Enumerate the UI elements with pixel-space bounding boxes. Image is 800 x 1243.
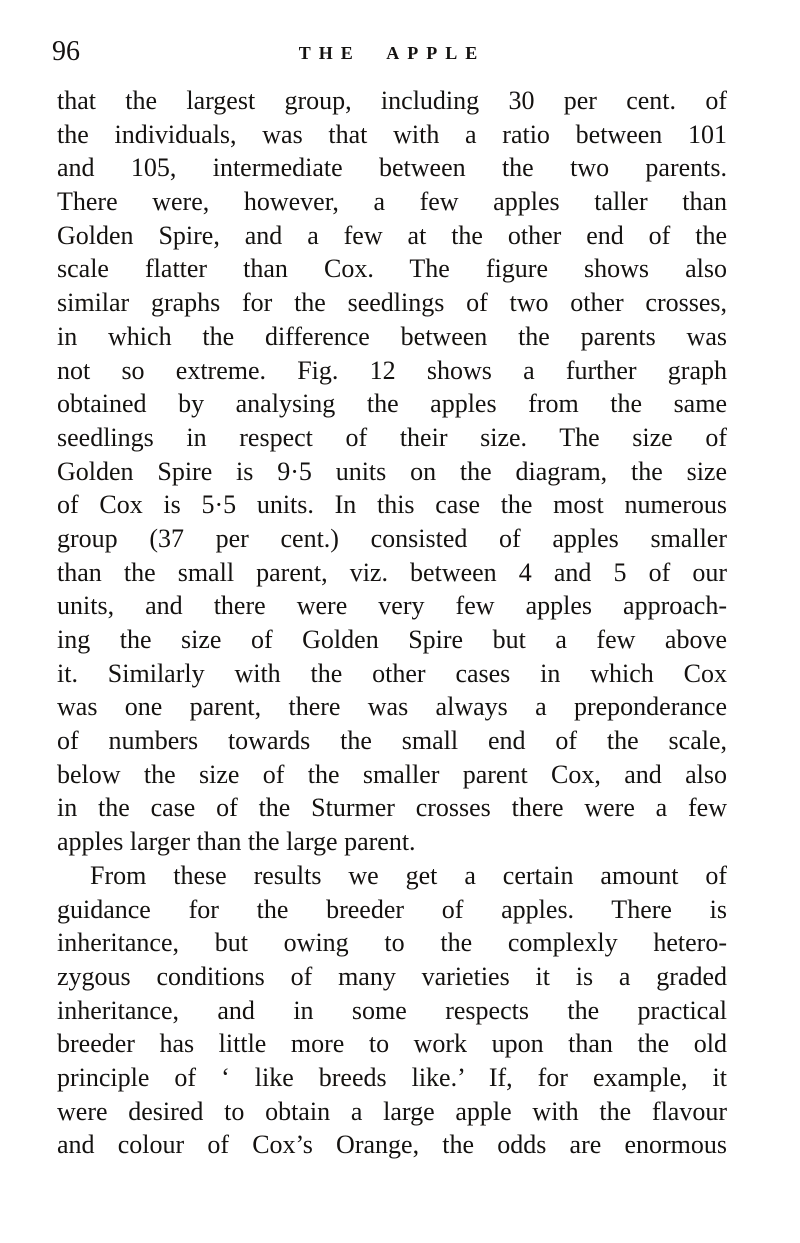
- text-line: Golden Spire, and a few at the other end of the: [57, 220, 727, 250]
- running-title: THE APPLE: [298, 43, 486, 63]
- text-line: it. Similarly with the other cases in which Cox: [57, 658, 727, 688]
- text-line: inheritance, but owing to the complexly hetero-: [57, 928, 727, 958]
- text-line: and 105, intermediate between the two parents.: [57, 153, 727, 183]
- text-line: scale flatter than Cox. The figure shows also: [57, 254, 727, 284]
- text-line: group (37 per cent.) consisted of apples smaller: [57, 523, 727, 553]
- text-line: that the largest group, including 30 per cent. of: [57, 86, 727, 115]
- text-line: inheritance, and in some respects the practical: [57, 995, 727, 1025]
- text-line: breeder has little more to work upon than the old: [57, 1029, 727, 1059]
- text-line: From these results we get a certain amount of: [90, 860, 727, 890]
- page-number: 96: [52, 36, 80, 67]
- text-line: There were, however, a few apples taller than: [57, 187, 727, 217]
- text-line: and colour of Cox’s Orange, the odds are enormous: [57, 1130, 727, 1160]
- text-line: zygous conditions of many varieties it is a graded: [57, 961, 727, 991]
- text-line: guidance for the breeder of apples. There is: [57, 894, 727, 924]
- text-line: obtained by analysing the apples from the same: [57, 389, 727, 419]
- text-line: below the size of the smaller parent Cox, and also: [57, 759, 727, 789]
- text-line: seedlings in respect of their size. The size of: [57, 422, 727, 452]
- text-line: apples larger than the large parent.: [57, 827, 416, 857]
- text-line: were desired to obtain a large apple with the flavour: [57, 1096, 727, 1126]
- text-line: of numbers towards the small end of the scale,: [57, 726, 727, 756]
- text-line: the individuals, was that with a ratio between 101: [57, 119, 727, 149]
- text-line: Golden Spire is 9·5 units on the diagram, the size: [57, 456, 727, 486]
- text-line: in which the difference between the parents was: [57, 321, 727, 351]
- text-line: of Cox is 5·5 units. In this case the most numerous: [57, 490, 727, 520]
- text-line: was one parent, there was always a preponderance: [57, 692, 727, 722]
- text-line: units, and there were very few apples approach-: [57, 591, 727, 621]
- text-line: ing the size of Golden Spire but a few above: [57, 625, 727, 654]
- text-line: in the case of the Sturmer crosses there were a few: [57, 793, 727, 823]
- text-column: [57, 84, 727, 1162]
- text-line: not so extreme. Fig. 12 shows a further graph: [57, 355, 727, 385]
- text-line: similar graphs for the seedlings of two other crosses,: [57, 288, 727, 318]
- text-line: principle of ‘ like breeds like.’ If, for example, it: [57, 1062, 727, 1092]
- text-line: than the small parent, viz. between 4 and 5 of our: [57, 557, 727, 587]
